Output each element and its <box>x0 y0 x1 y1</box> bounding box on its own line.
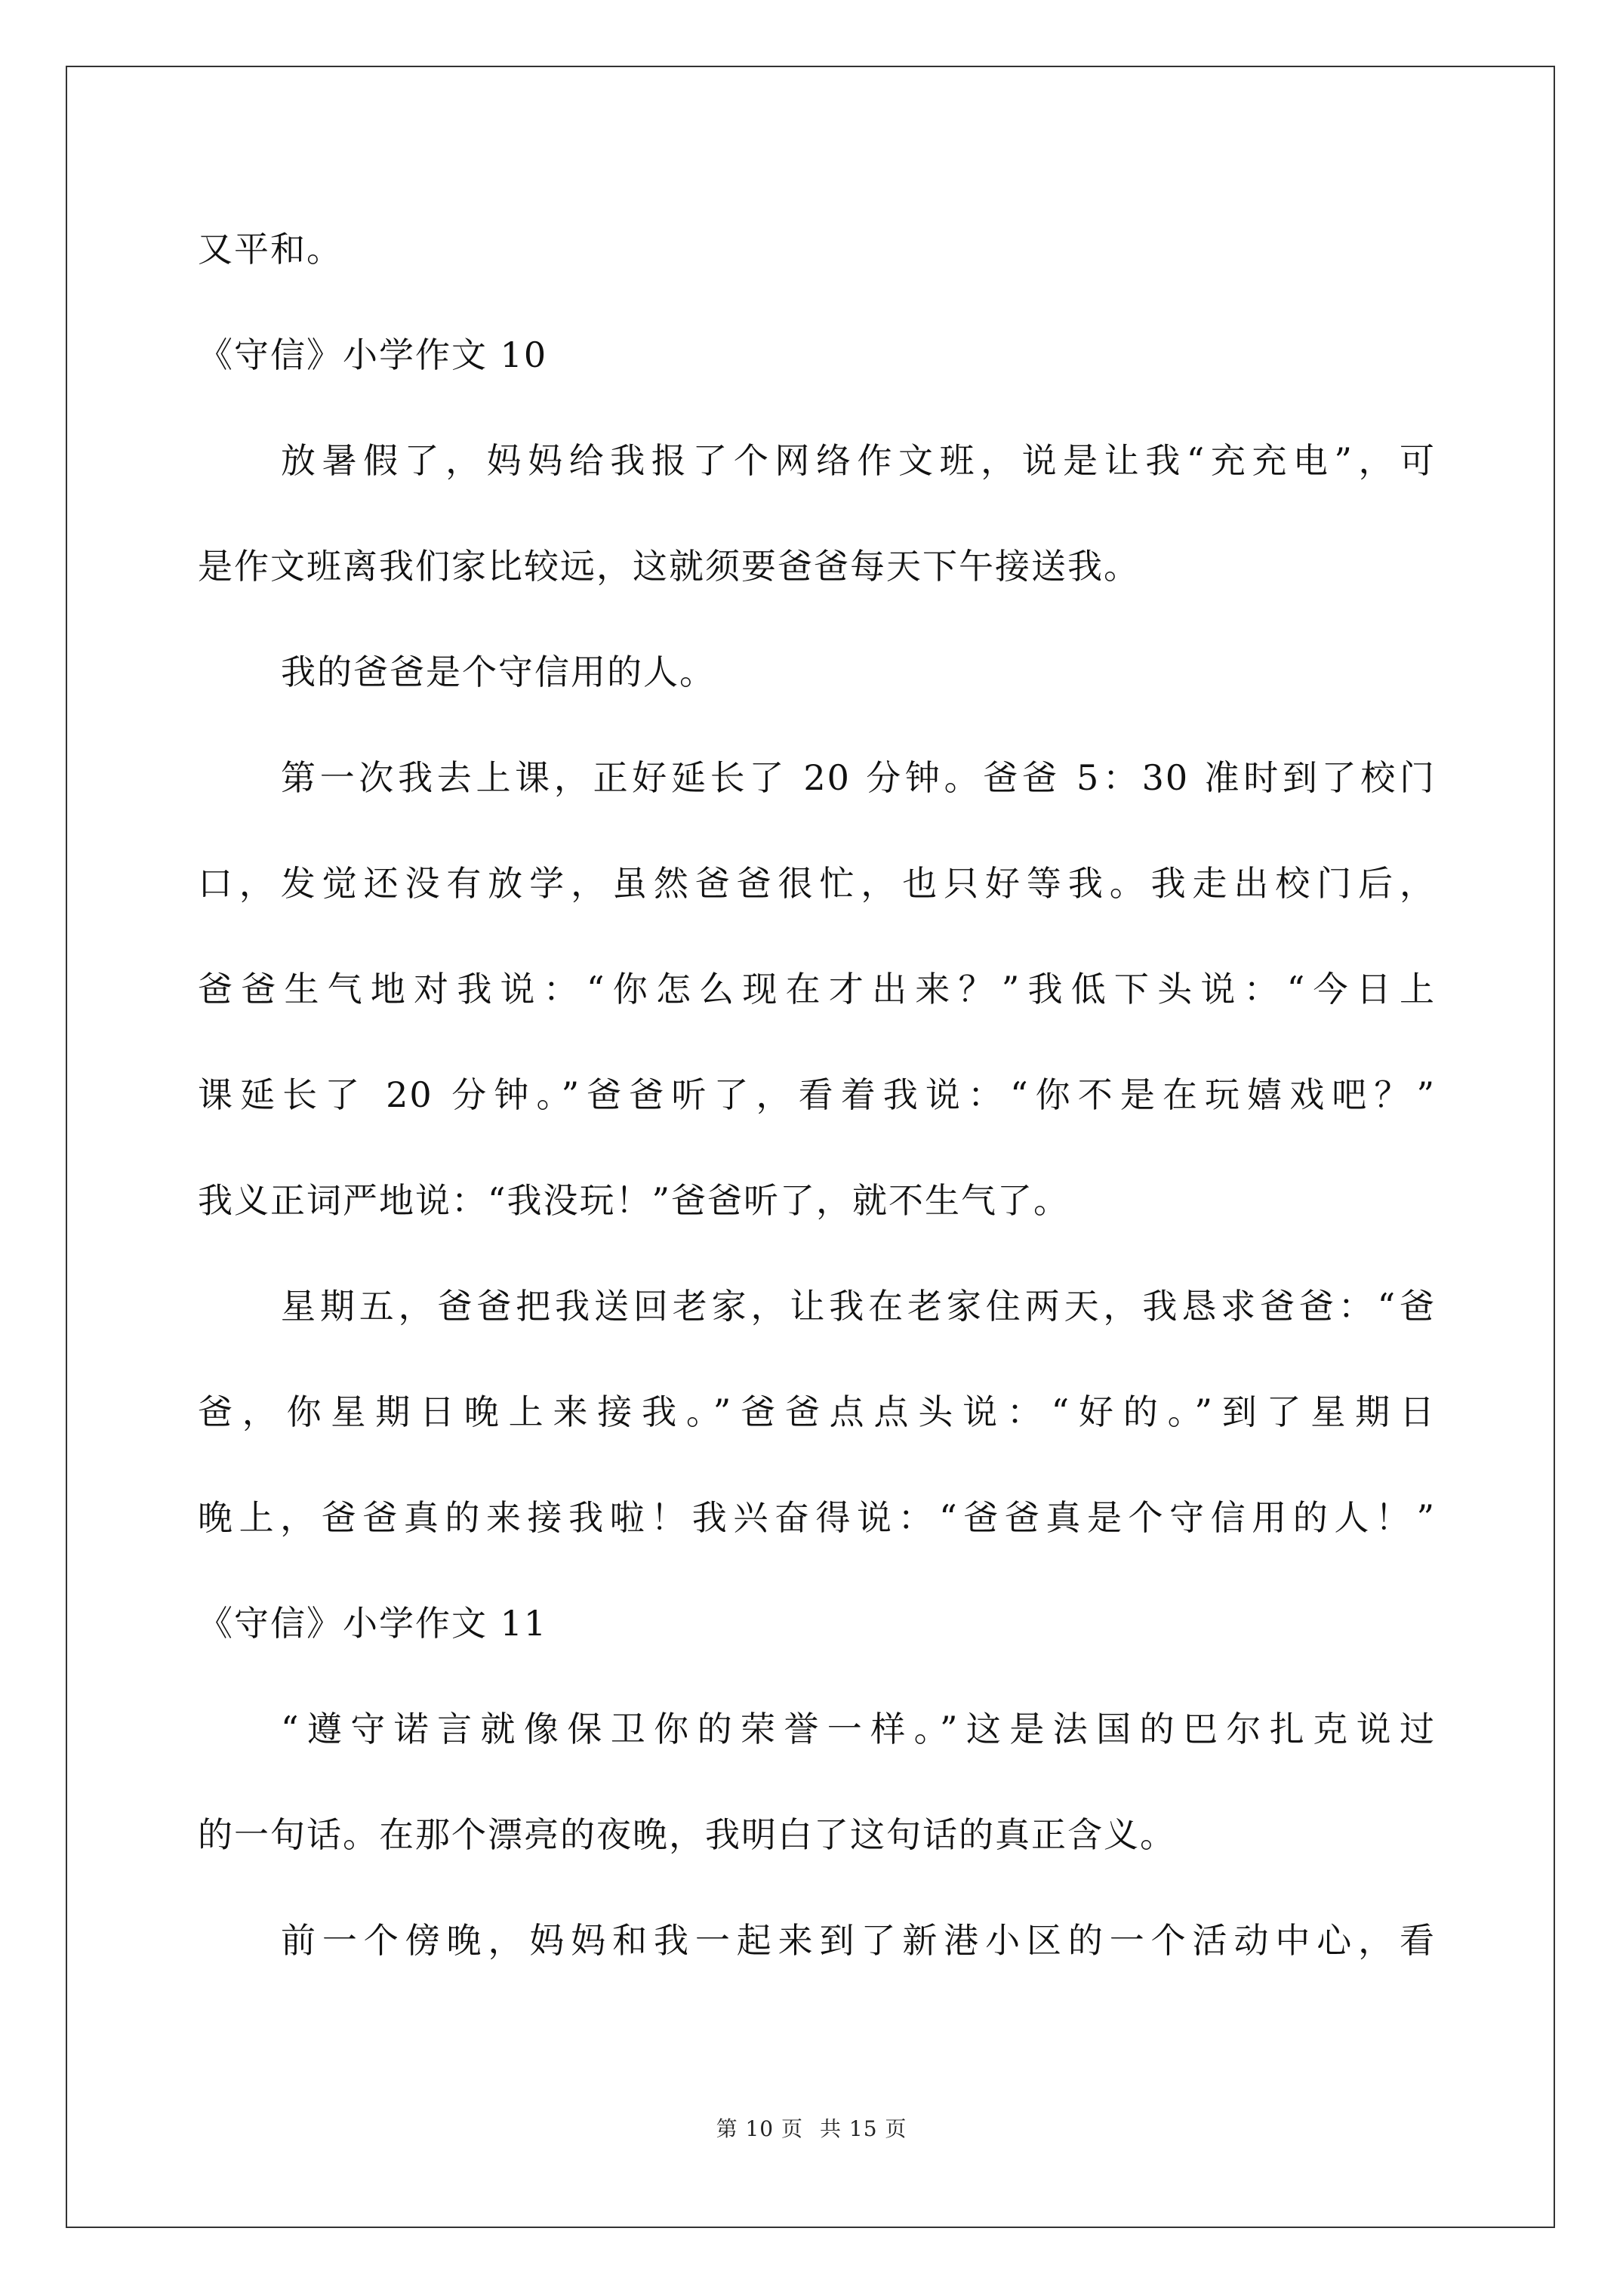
page-total: 共 15 页 <box>820 2116 907 2141</box>
paragraph-line: 第一次我去上课，正好延长了 20 分钟。爸爸 5：30 准时到了校门 <box>281 757 1436 798</box>
page-footer <box>0 2114 1623 2144</box>
paragraph-line: 课延长了 20 分钟。”爸爸听了，看着我说：“你不是在玩嬉戏吧？” <box>198 1074 1436 1115</box>
paragraph-line: 爸爸生气地对我说：“你怎么现在才出来？”我低下头说：“今日上 <box>198 969 1436 1009</box>
page-number: 第 10 页 <box>716 2116 803 2141</box>
paragraph-line: 我义正词严地说：“我没玩！”爸爸听了，就不生气了。 <box>198 1180 1070 1221</box>
paragraph-line: 晚上，爸爸真的来接我啦！我兴奋得说：“爸爸真是个守信用的人！” <box>198 1497 1436 1538</box>
paragraph-line: 前一个傍晚，妈妈和我一起来到了新港小区的一个活动中心，看 <box>281 1920 1436 1961</box>
paragraph-line: 又平和。 <box>198 229 343 270</box>
paragraph-line: 口，发觉还没有放学，虽然爸爸很忙，也只好等我。我走出校门后， <box>198 863 1436 904</box>
paragraph-line: “遵守诺言就像保卫你的荣誉一样。”这是法国的巴尔扎克说过 <box>281 1709 1436 1749</box>
paragraph-line: 爸，你星期日晚上来接我。”爸爸点点头说：“好的。”到了星期日 <box>198 1391 1436 1432</box>
paragraph-line: 是作文班离我们家比较远，这就须要爸爸每天下午接送我。 <box>198 546 1140 587</box>
paragraph-line: 我的爸爸是个守信用的人。 <box>281 652 716 692</box>
paragraph-line: 放暑假了，妈妈给我报了个网络作文班，说是让我“充充电”，可 <box>281 440 1436 481</box>
page-border <box>66 66 1555 2228</box>
section-heading-10: 《守信》小学作文 10 <box>198 334 548 375</box>
paragraph-line: 星期五，爸爸把我送回老家，让我在老家住两天，我恳求爸爸：“爸 <box>281 1286 1436 1327</box>
paragraph-line: 的一句话。在那个漂亮的夜晚，我明白了这句话的真正含义。 <box>198 1814 1176 1855</box>
section-heading-11: 《守信》小学作文 11 <box>198 1603 548 1644</box>
